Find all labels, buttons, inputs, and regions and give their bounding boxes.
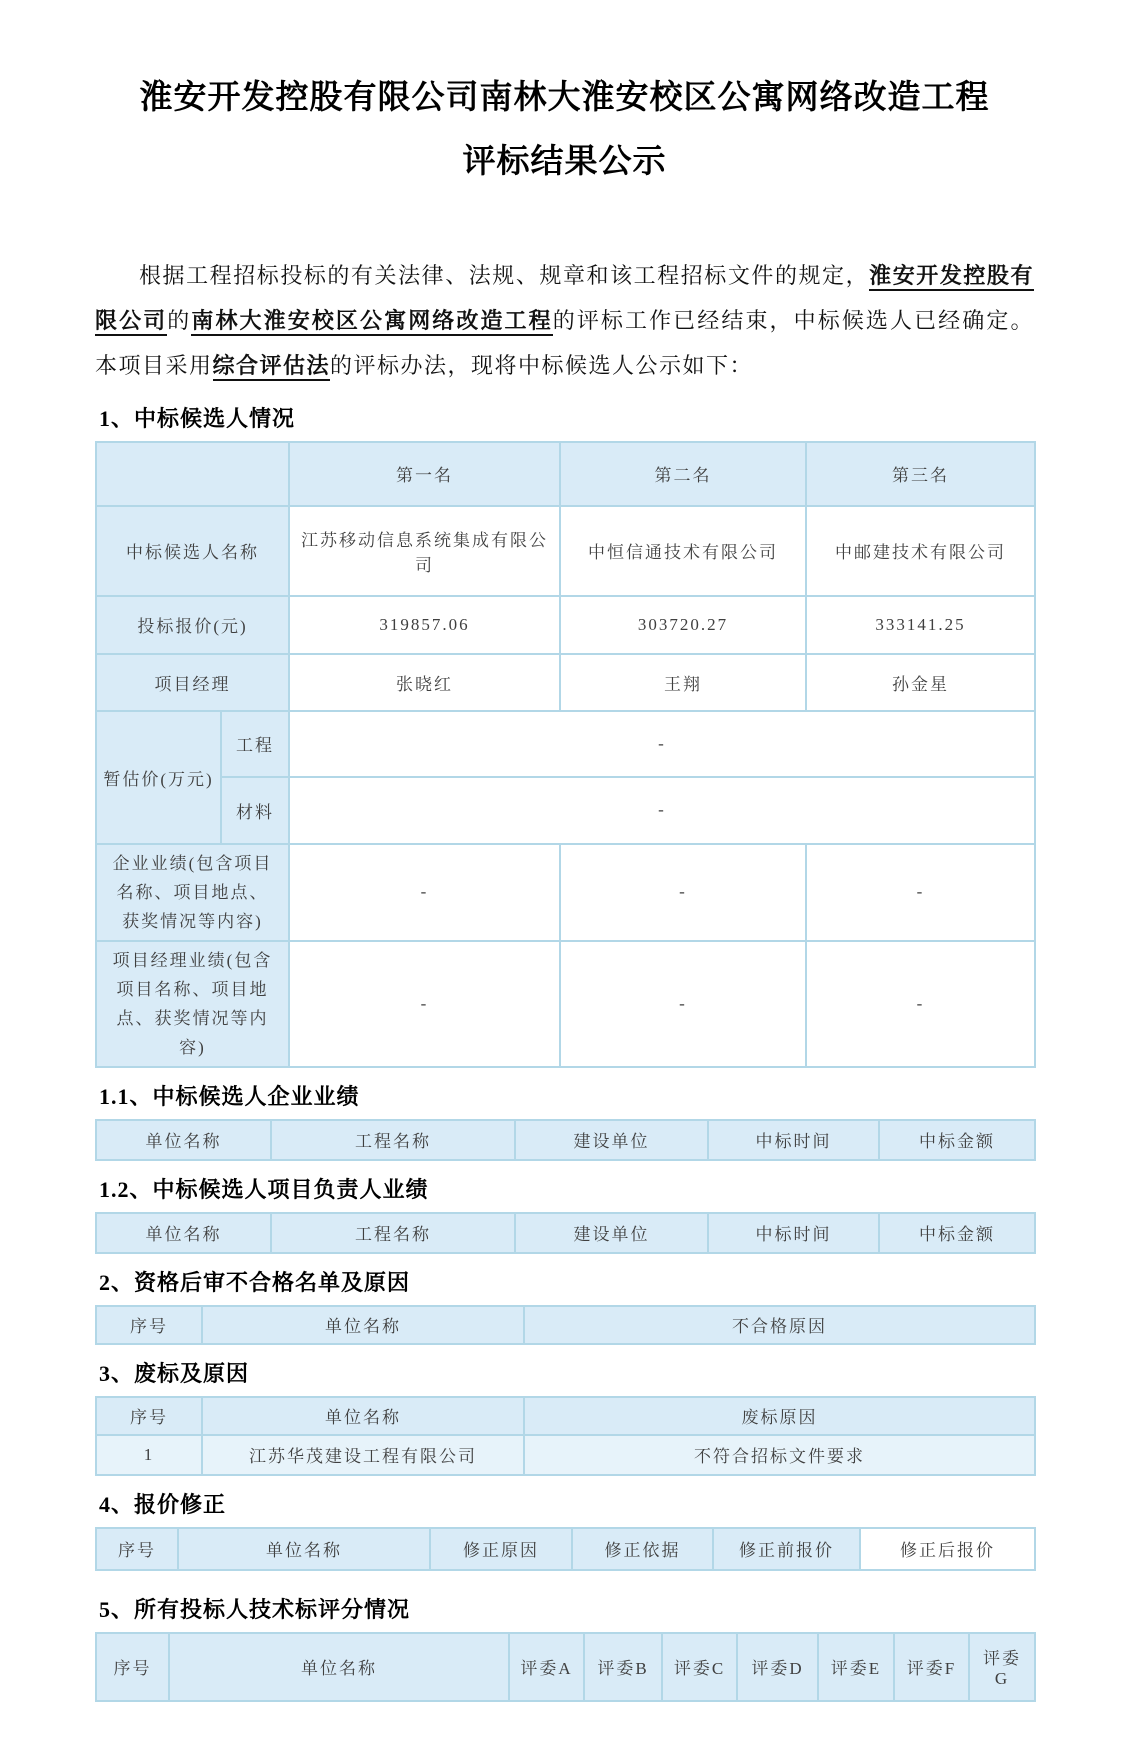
candidates-table	[95, 441, 1036, 1068]
estimate-value: -	[289, 777, 1035, 844]
bid-price: 319857.06	[289, 596, 560, 654]
section-heading-3: 3、废标及原因	[99, 1360, 250, 1386]
intro-text: 的	[167, 307, 192, 333]
candidate-name: 江苏移动信息系统集成有限公司	[289, 506, 560, 596]
intro-text: 的评标工作已经结束，中标候选人已经确定。本项目采用	[95, 307, 1034, 378]
table-row	[96, 1213, 1035, 1253]
intro-paragraph	[95, 253, 1034, 388]
column-header: 建设单位	[515, 1213, 708, 1253]
column-header: 单位名称	[96, 1213, 271, 1253]
table-row	[96, 844, 1035, 941]
table-row	[96, 1633, 1035, 1701]
column-header: 单位名称	[178, 1528, 430, 1570]
column-header: 评委E	[818, 1633, 894, 1701]
row-label: 项目经理	[96, 654, 289, 711]
column-header: 单位名称	[202, 1397, 524, 1435]
section-heading-2: 2、资格后审不合格名单及原因	[99, 1269, 411, 1295]
title-line-2: 评标结果公示	[462, 144, 667, 181]
row-label: 项目经理业绩(包含项目名称、项目地点、获奖情况等内容)	[96, 941, 289, 1067]
row-number: 1	[96, 1435, 202, 1475]
table-row	[96, 711, 1035, 777]
column-header: 单位名称	[96, 1120, 271, 1160]
table-row	[96, 506, 1035, 596]
table-row	[96, 1528, 1035, 1570]
manager-performance-table	[95, 1212, 1036, 1254]
rejected-bids-table	[95, 1396, 1036, 1476]
section-heading-5: 5、所有投标人技术标评分情况	[99, 1596, 411, 1622]
estimate-value: -	[289, 711, 1035, 777]
intro-text: 的评标办法，现将中标候选人公示如下：	[330, 352, 754, 378]
column-header: 序号	[96, 1306, 202, 1344]
rank-header: 第二名	[560, 442, 806, 506]
column-header: 评委A	[509, 1633, 584, 1701]
rejection-reason: 不符合招标文件要求	[524, 1435, 1035, 1475]
column-header: 评委D	[737, 1633, 818, 1701]
column-header: 修正后报价	[860, 1528, 1035, 1570]
row-label: 暂估价(万元)	[96, 711, 221, 844]
section-heading-1-2: 1.2、中标候选人项目负责人业绩	[99, 1176, 429, 1202]
column-header: 评委C	[662, 1633, 737, 1701]
column-header: 建设单位	[515, 1120, 708, 1160]
company-performance-table	[95, 1119, 1036, 1161]
column-header: 修正原因	[430, 1528, 572, 1570]
candidate-name: 中邮建技术有限公司	[806, 506, 1035, 596]
column-header: 评委G	[969, 1633, 1035, 1701]
column-header: 评委F	[894, 1633, 969, 1701]
project-manager: 王翔	[560, 654, 806, 711]
column-header: 序号	[96, 1528, 178, 1570]
column-header: 序号	[96, 1397, 202, 1435]
section-heading-1-1: 1.1、中标候选人企业业绩	[99, 1083, 360, 1109]
technical-score-table	[95, 1632, 1036, 1702]
table-row	[96, 1435, 1035, 1475]
column-header: 中标时间	[708, 1120, 879, 1160]
column-header: 评委B	[584, 1633, 662, 1701]
rank-header: 第三名	[806, 442, 1035, 506]
sub-row-label: 材料	[221, 777, 289, 844]
company-performance: -	[806, 844, 1035, 941]
bid-price: 333141.25	[806, 596, 1035, 654]
table-row	[96, 654, 1035, 711]
section-heading-1: 1、中标候选人情况	[99, 405, 296, 431]
corner-cell	[96, 442, 289, 506]
intro-text: 根据工程招标投标的有关法律、法规、规章和该工程招标文件的规定，	[139, 262, 870, 288]
table-row	[96, 941, 1035, 1067]
column-header: 修正前报价	[713, 1528, 860, 1570]
candidate-name: 中恒信通技术有限公司	[560, 506, 806, 596]
project-manager: 张晓红	[289, 654, 560, 711]
manager-performance: -	[806, 941, 1035, 1067]
column-header: 工程名称	[271, 1213, 515, 1253]
intro-bold-method: 综合评估法	[213, 353, 331, 381]
manager-performance: -	[560, 941, 806, 1067]
price-correction-table	[95, 1527, 1036, 1571]
table-row	[96, 596, 1035, 654]
table-row	[96, 777, 1035, 844]
row-label: 中标候选人名称	[96, 506, 289, 596]
intro-bold-company: 淮安开发控股有限公司	[95, 263, 1034, 336]
disqualified-table	[95, 1305, 1036, 1345]
table-row	[96, 442, 1035, 506]
rank-header: 第一名	[289, 442, 560, 506]
table-row	[96, 1397, 1035, 1435]
document-title	[95, 66, 1034, 195]
column-header: 工程名称	[271, 1120, 515, 1160]
project-manager: 孙金星	[806, 654, 1035, 711]
column-header: 单位名称	[169, 1633, 509, 1701]
manager-performance: -	[289, 941, 560, 1067]
column-header: 不合格原因	[524, 1306, 1035, 1344]
column-header: 序号	[96, 1633, 169, 1701]
column-header: 单位名称	[202, 1306, 524, 1344]
rejected-company: 江苏华茂建设工程有限公司	[202, 1435, 524, 1475]
table-row	[96, 1120, 1035, 1160]
row-label: 企业业绩(包含项目名称、项目地点、获奖情况等内容)	[96, 844, 289, 941]
company-performance: -	[289, 844, 560, 941]
intro-bold-project: 南林大淮安校区公寓网络改造工程	[191, 308, 552, 336]
bid-price: 303720.27	[560, 596, 806, 654]
column-header: 中标时间	[708, 1213, 879, 1253]
section-heading-4: 4、报价修正	[99, 1491, 227, 1517]
row-label: 投标报价(元)	[96, 596, 289, 654]
column-header: 中标金额	[879, 1213, 1035, 1253]
column-header: 修正依据	[572, 1528, 713, 1570]
title-line-1: 淮安开发控股有限公司南林大淮安校区公寓网络改造工程	[139, 80, 990, 116]
column-header: 中标金额	[879, 1120, 1035, 1160]
table-row	[96, 1306, 1035, 1344]
company-performance: -	[560, 844, 806, 941]
column-header: 废标原因	[524, 1397, 1035, 1435]
sub-row-label: 工程	[221, 711, 289, 777]
